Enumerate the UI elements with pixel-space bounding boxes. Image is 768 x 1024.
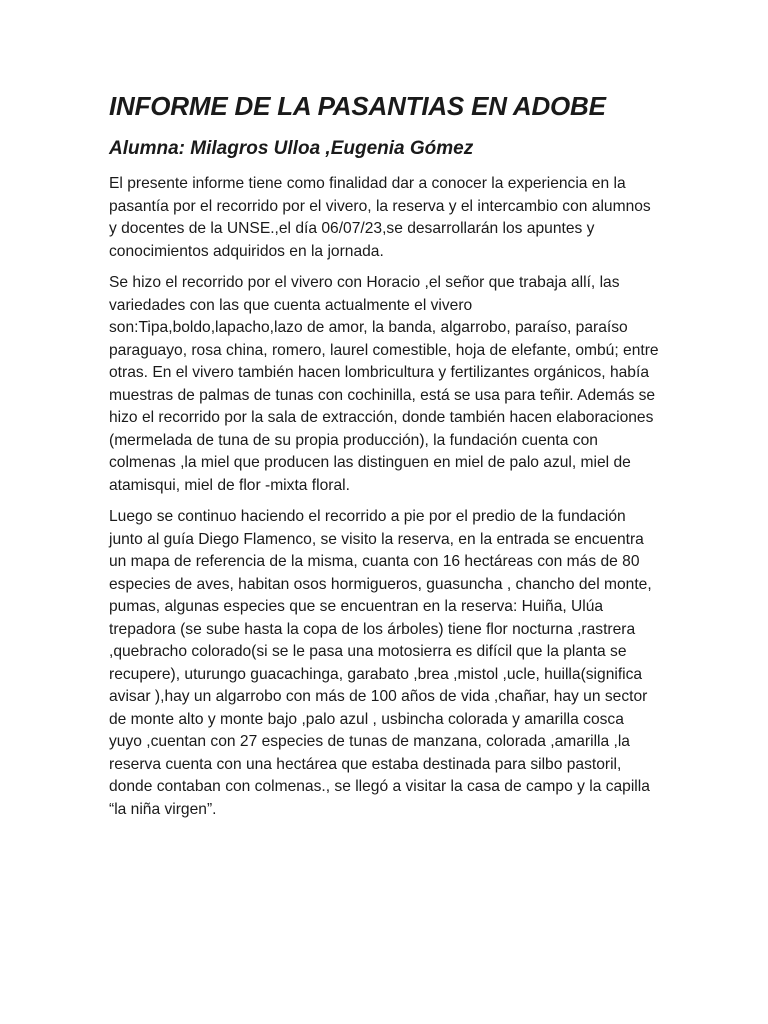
document-title: INFORME DE LA PASANTIAS EN ADOBE xyxy=(109,91,606,121)
paragraph-reserva: Luego se continuo haciendo el recorrido a pie por el predio de la fundación junto al guía Diego Flamenco, se visito la reserva, en la entrada se encuentra un mapa de referencia de la misma, cuanta con 16 hectáreas con más de 80 especies de aves, habitan osos hormigueros, guasuncha , chancho del monte, pumas, algunas especies que se encuentran en la reserva: Huiña, Ulúa trepadora (se sube hasta la copa de los árboles) tiene flor nocturna ,rastrera ,quebracho colorado(si se le pasa una motosierra es difícil que la planta se recupere), uturungo guacachinga, garabato ,brea ,mistol ,ucle, huilla(significa avisar ),hay un algarrobo con más de 100 años de vida ,chañar, hay un sector de monte alto y monte bajo ,palo azul , usbincha colorada y amarilla cosca yuyo ,cuentan con 27 especies de tunas de manzana, colorada ,amarilla ,la reserva cuenta con una hectárea que estaba destinada para silbo pastoril, donde contaban con colmenas., se llegó a visitar la casa de campo y la capilla “la niña virgen”. xyxy=(109,508,652,818)
paragraph-introduction: El presente informe tiene como finalidad dar a conocer la experiencia en la pasantía por el recorrido por el vivero, la reserva y el intercambio con alumnos y docentes de la UNSE.,el día 06/07/23,se desarrollarán los apuntes y conocimientos adquiridos en la jornada. xyxy=(109,175,651,260)
document-page xyxy=(109,88,661,830)
document-subtitle: Alumna: Milagros Ulloa ,Eugenia Gómez xyxy=(109,138,474,159)
paragraph-vivero: Se hizo el recorrido por el vivero con Horacio ,el señor que trabaja allí, las variedades con las que cuenta actualmente el vivero son:Tipa,boldo,lapacho,lazo de amor, la banda, algarrobo, paraíso, paraíso paraguayo, rosa china, romero, laurel comestible, hoja de elefante, ombú; entre otras. En el vivero también hacen lombricultura y fertilizantes orgánicos, había muestras de palmas de tunas con cochinilla, está se usa para teñir. Además se hizo el recorrido por la sala de extracción, donde también hacen elaboraciones (mermelada de tuna de su propia producción), la fundación cuenta con colmenas ,la miel que producen las distinguen en miel de palo azul, miel de atamisqui, miel de flor -mixta floral. xyxy=(109,274,659,494)
